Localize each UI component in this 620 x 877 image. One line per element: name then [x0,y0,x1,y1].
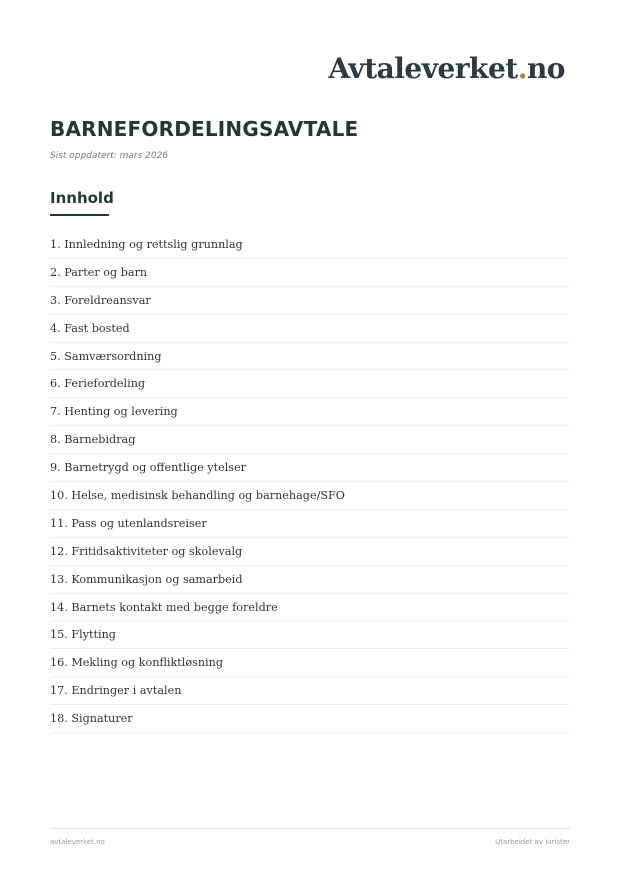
last-updated: Sist oppdatert: mars 2026 [50,151,169,161]
toc-item[interactable]: 18. Signaturer [50,705,570,733]
logo-dot: . [517,52,527,85]
footer-credit: Utarbeidet av jurister [495,838,570,846]
toc-item[interactable]: 11. Pass og utenlandsreiser [50,510,570,538]
toc-heading-underline [50,214,109,216]
logo-tld: no [526,52,565,85]
toc-item[interactable]: 2. Parter og barn [50,259,570,287]
table-of-contents [50,231,570,733]
toc-item[interactable]: 15. Flytting [50,621,570,649]
toc-item[interactable]: 8. Barnebidrag [50,426,570,454]
toc-item[interactable]: 10. Helse, medisinsk behandling og barnehage/SFO [50,482,570,510]
footer-divider [50,828,570,829]
toc-item[interactable]: 7. Henting og levering [50,398,570,426]
toc-item[interactable]: 14. Barnets kontakt med begge foreldre [50,594,570,622]
toc-item[interactable]: 16. Mekling og konfliktløsning [50,649,570,677]
toc-item[interactable]: 5. Samværsordning [50,343,570,371]
toc-item[interactable]: 1. Innledning og rettslig grunnlag [50,231,570,259]
toc-item[interactable]: 12. Fritidsaktiviteter og skolevalg [50,538,570,566]
brand-logo [328,52,565,85]
toc-item[interactable]: 3. Foreldreansvar [50,287,570,315]
toc-item[interactable]: 6. Feriefordeling [50,370,570,398]
document-title: BARNEFORDELINGSAVTALE [50,117,359,141]
toc-item[interactable]: 9. Barnetrygd og offentlige ytelser [50,454,570,482]
toc-item[interactable]: 13. Kommunikasjon og samarbeid [50,566,570,594]
logo-main: Avtaleverket [328,52,518,85]
toc-heading: Innhold [50,189,114,207]
toc-item[interactable]: 4. Fast bosted [50,315,570,343]
toc-item[interactable]: 17. Endringer i avtalen [50,677,570,705]
footer-site: avtaleverket.no [50,838,105,846]
